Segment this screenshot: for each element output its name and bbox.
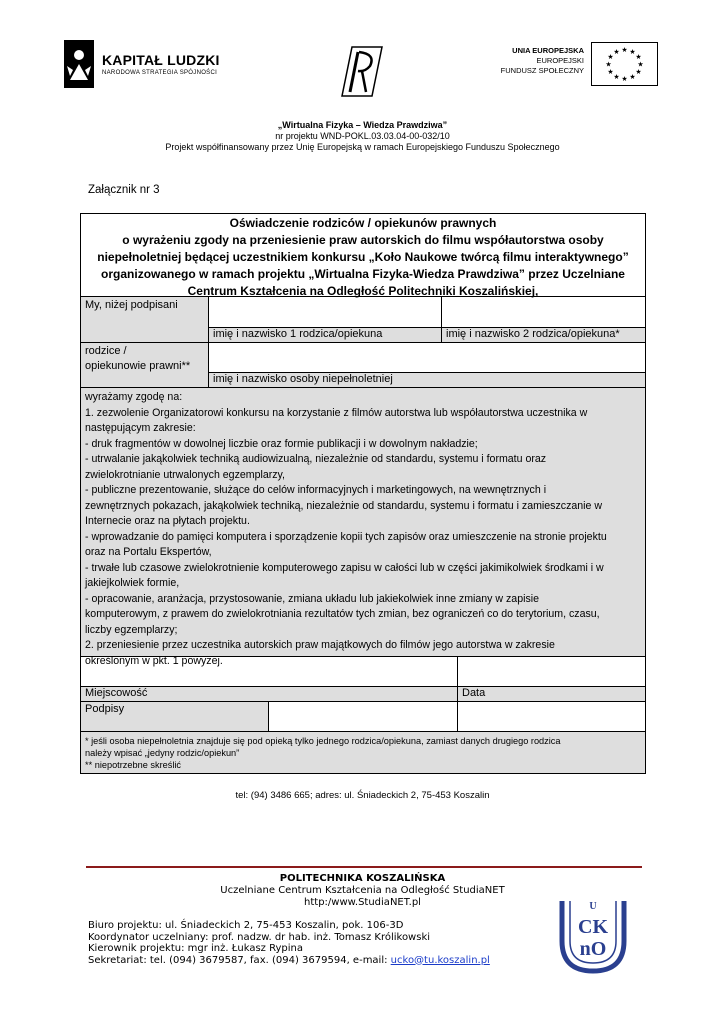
rule <box>81 387 645 388</box>
svg-text:★: ★ <box>607 68 614 76</box>
consent-line: - publiczne prezentowanie, służące do celów informacyjnych i marketingowych, na wewnętrznych i <box>85 484 547 496</box>
svg-text:★: ★ <box>621 75 628 83</box>
form-title-line: Oświadczenie rodziców / opiekunów prawnych <box>229 216 497 230</box>
footnote-line: ** niepotrzebne skreślić <box>85 760 182 770</box>
eu-line-union: UNIA EUROPEJSKA <box>512 46 584 55</box>
parent2-name-field[interactable] <box>441 296 645 327</box>
consent-line: 1. zezwolenie Organizatorowi konkursu na korzystanie z filmów autorstwa lub współautorstwa uczestnika w <box>85 406 588 419</box>
consent-form <box>80 213 646 774</box>
form-title-line: o wyrażeniu zgody na przeniesienie praw autorskich do filmu współautorstwa osoby <box>122 233 604 247</box>
svg-text:★: ★ <box>635 68 642 76</box>
kapital-ludzki-title: KAPITAŁ LUDZKI <box>102 52 220 68</box>
guardians-label-line1: rodzice / <box>85 345 127 357</box>
consent-line: Internecie oraz na płytach projektu. <box>85 515 250 527</box>
svg-text:★: ★ <box>607 53 614 61</box>
rule <box>208 296 209 387</box>
form-title <box>81 214 645 300</box>
secretariat-text: Sekretariat: tel. (094) 3679587, fax. (094) 3679594, e-mail: <box>88 954 391 966</box>
attachment-label: Załącznik nr 3 <box>88 184 160 196</box>
consent-line: 2. przeniesienie przez uczestnika autorskich praw majątkowych do filmów jego autorstwa w zakresie <box>85 639 555 651</box>
consent-line: liczby egzemplarzy; <box>85 623 178 636</box>
footnote-line: * jeśli osoba niepełnoletnia znajduje się pod opieką tylko jednego rodzica/opiekuna, zamiast danych drugiego rodzica <box>85 736 561 746</box>
form-title-line: organizowanego w ramach projektu „Wirtualna Fizyka-Wiedza Prawdziwa” przez Uczelniane <box>101 267 625 281</box>
consent-line: - utrwalanie jakąkolwiek techniką audiowizualną, niezależnie od standardu, systemu i formatu oraz <box>85 453 547 465</box>
consent-line: zewnętrznych pokazach, jakąkolwiek techniką, niezależnie od standardu, systemu i formatu i zamieszczanie w <box>85 499 602 512</box>
eu-line-european: EUROPEJSKI <box>536 56 584 65</box>
footnote-line: należy wpisać „jedyny rodzic/opiekun” <box>85 748 240 758</box>
consent-line: jakiejkolwiek formie, <box>85 577 180 589</box>
svg-text:★: ★ <box>621 46 628 54</box>
place-label: Miejscowość <box>85 687 148 699</box>
institution-name: POLITECHNIKA KOSZALIŃSKA <box>279 873 446 884</box>
parent1-name-field[interactable] <box>208 296 441 327</box>
consent-line: komputerowym, z prawem do zwielokrotniania rezultatów tych zmian, bez ograniczeń co do terytorium, czasu, <box>85 608 600 620</box>
eu-flag-icon <box>591 42 658 86</box>
consent-line: oraz na Portalu Ekspertów, <box>85 546 212 558</box>
consent-line: zwielokrotnianie utrwalonych egzemplarzy, <box>85 468 285 481</box>
rule <box>81 701 645 702</box>
eu-line-fund: FUNDUSZ SPOŁECZNY <box>500 66 584 75</box>
parent1-caption: imię i nazwisko 1 rodzica/opiekuna <box>213 328 383 340</box>
signature1-field[interactable] <box>268 701 457 731</box>
project-cofinance: Projekt współfinansowany przez Unię Europejską w ramach Europejskiego Funduszu Społecznego <box>165 142 560 152</box>
secretariat <box>88 955 490 967</box>
rule <box>81 731 645 732</box>
consent-text <box>85 390 641 669</box>
email-link[interactable]: ucko@tu.koszalin.pl <box>390 954 490 966</box>
rule <box>268 701 269 731</box>
rule <box>81 342 645 343</box>
footnotes <box>85 735 641 771</box>
consent-line: wyrażamy zgodę na: <box>85 391 183 403</box>
svg-text:★: ★ <box>613 73 620 81</box>
signatures-label: Podpisy <box>85 703 125 715</box>
contact-line: tel: (94) 3486 665; adres: ul. Śniadeckich 2, 75-453 Koszalin <box>235 790 490 801</box>
kapital-ludzki-emblem-icon <box>64 40 94 88</box>
ucko-logo-icon <box>556 897 630 975</box>
ucko-letters-no: nO <box>579 938 607 960</box>
consent-line: określonym w pkt. 1 powyżej. <box>85 654 223 667</box>
svg-text:★: ★ <box>635 53 642 61</box>
consent-line: - trwałe lub czasowe zwielokrotnienie komputerowego zapisu w całości lub w części jakimikolwiek środkami i w <box>85 561 604 574</box>
svg-text:★: ★ <box>629 73 636 81</box>
date-label: Data <box>462 687 486 699</box>
ucko-letters-ck: CK <box>578 916 608 938</box>
consent-line: - druk fragmentów w dowolnej liczbie oraz formie publikacji i w dowolnym nakładzie; <box>85 437 478 450</box>
minor-caption: imię i nazwisko osoby niepełnoletniej <box>213 373 393 385</box>
center-name: Uczelniane Centrum Kształcenia na Odległość StudiaNET <box>220 885 505 896</box>
parent2-caption: imię i nazwisko 2 rodzica/opiekuna* <box>446 328 620 340</box>
ucko-letter-u: U <box>589 901 597 912</box>
kapital-ludzki-logo <box>64 40 234 90</box>
coordinator: Koordynator uczelniany: prof. nadzw. dr hab. inż. Tomasz Królikowski <box>88 931 431 943</box>
project-manager: Kierownik projektu: mgr inż. Łukasz Rypina <box>88 943 303 954</box>
place-date-cell <box>81 686 645 701</box>
consent-line: następującym zakresie: <box>85 422 196 434</box>
politechnika-emblem-icon <box>332 44 387 99</box>
svg-text:★: ★ <box>613 48 620 56</box>
rule <box>441 296 442 342</box>
footer-divider <box>86 866 642 868</box>
guardians-label-line2: opiekunowie prawni** <box>85 360 191 372</box>
form-title-line: niepełnoletniej będącej uczestnikiem konkursu „Koło Naukowe twórcą filmu interaktywnego” <box>97 250 629 264</box>
rule <box>81 686 645 687</box>
signed-label: My, niżej podpisani <box>85 299 178 311</box>
svg-text:★: ★ <box>605 60 612 69</box>
eu-text <box>468 46 584 76</box>
form-title-line: Centrum Kształcenia na Odległość Politechniki Koszalińskiej, <box>187 284 539 298</box>
svg-text:★: ★ <box>629 48 636 56</box>
signature2-field[interactable] <box>457 701 645 731</box>
project-number: nr projektu WND-POKL.03.03.04-00-032/10 <box>275 131 450 141</box>
office-address: Biuro projektu: ul. Śniadeckich 2, 75-453 Koszalin, pok. 106-3D <box>88 920 404 931</box>
project-title: „Wirtualna Fizyka – Wiedza Prawdziwa” <box>277 120 448 130</box>
footer-office <box>88 920 490 966</box>
center-url: http:/www.StudiaNET.pl <box>304 897 421 908</box>
consent-line: - opracowanie, aranżacja, przystosowanie, zmiana układu lub jakiekolwiek inne zmiany w zapisie <box>85 592 539 605</box>
consent-line: - wprowadzanie do pamięci komputera i sporządzenie kopii tych zapisów oraz umieszczenie na stronie projektu <box>85 530 607 543</box>
svg-text:★: ★ <box>637 60 644 69</box>
minor-name-field[interactable] <box>208 342 645 372</box>
project-header <box>0 120 725 153</box>
kapital-ludzki-subtitle: NARODOWA STRATEGIA SPÓJNOŚCI <box>102 70 218 76</box>
